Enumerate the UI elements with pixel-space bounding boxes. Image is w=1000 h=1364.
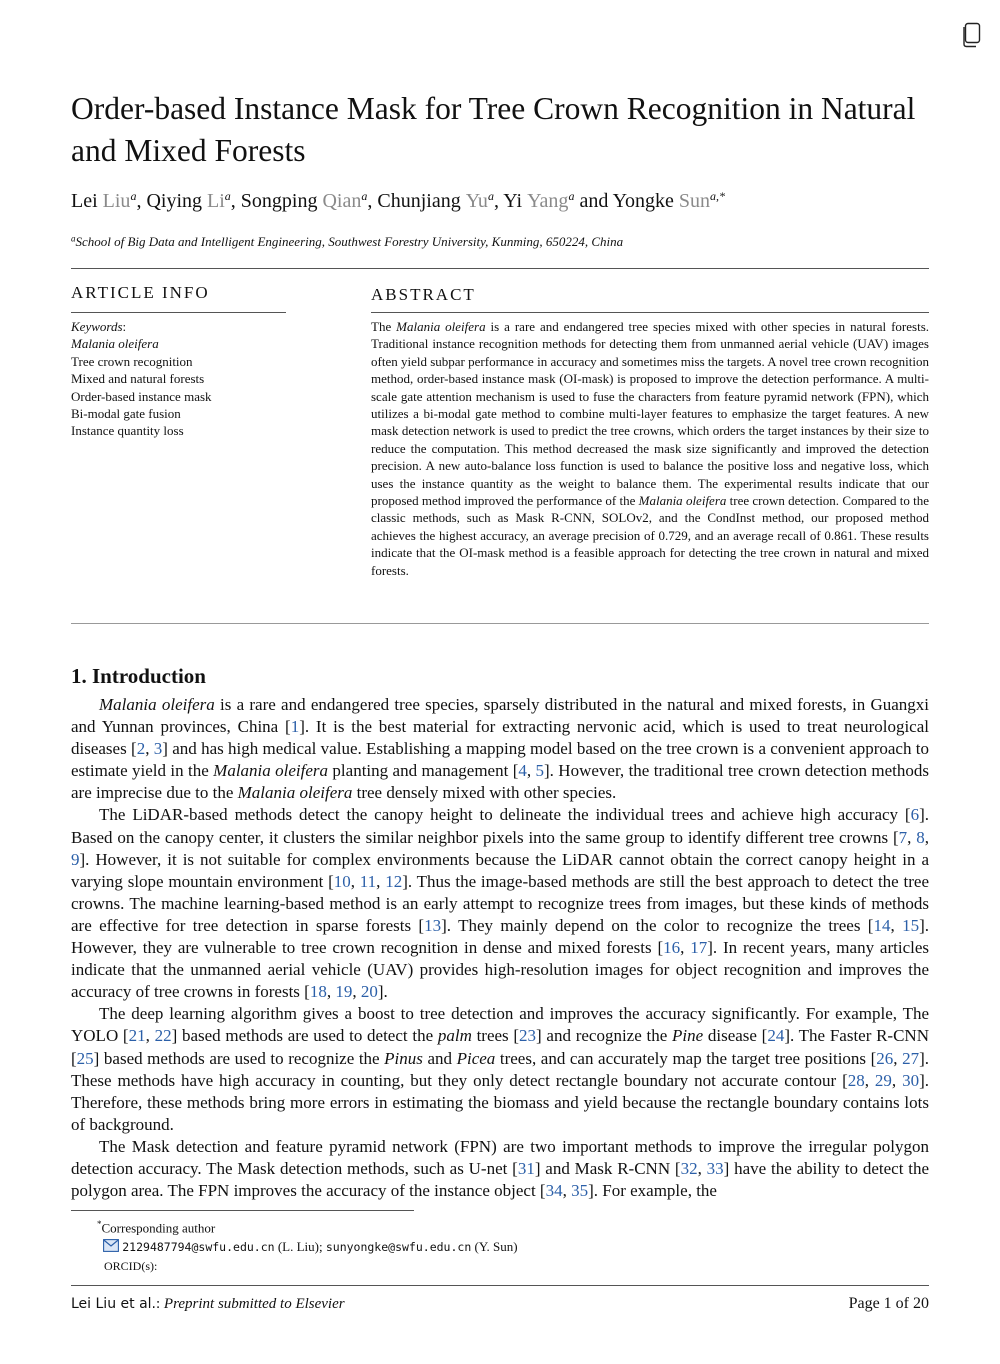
keyword-item: Order-based instance mask [71, 388, 212, 404]
intro-text: , [352, 982, 361, 1002]
intro-paragraph [71, 804, 929, 1003]
intro-text: trees [ [471, 1026, 520, 1046]
intro-paragraph [71, 1136, 929, 1202]
email-sun-name: (Y. Sun) [471, 1239, 518, 1255]
intro-text: ]. [377, 982, 388, 1002]
italic-term: Malania oleifera [237, 783, 353, 803]
citation-link[interactable]: 4 [518, 761, 527, 781]
intro-text: , [864, 1070, 875, 1090]
intro-text: ]. Thus the image-based methods are still the best approach to detect the tree crowns. The machine learning-based method is an early attempt to recognize trees from images, but these kinds of methods are effective for tree detection in sparse forests [ [71, 871, 929, 935]
author-surname: Yu [465, 190, 488, 212]
author-given: Lei [71, 190, 98, 212]
italic-term: palm [437, 1026, 472, 1046]
introduction-body [71, 694, 929, 1202]
citation-link[interactable]: 23 [519, 1026, 537, 1046]
introduction-heading: 1. Introduction [71, 664, 206, 688]
author-given: Yi [503, 190, 523, 212]
keyword-item: Mixed and natural forests [71, 371, 205, 387]
intro-text: ] based methods are used to detect the [171, 1026, 438, 1046]
intro-text: ] based methods are used to recognize the [93, 1048, 385, 1068]
italic-term: Malania oleifera [213, 761, 329, 781]
email-liu-name: (L. Liu); [274, 1239, 326, 1255]
author-affiliation-mark: a [361, 188, 368, 203]
intro-text: ]. Therefore, these methods bring more errors in estimating the biomass and yield because the rectangle boundary contains lots of background. [71, 1070, 930, 1134]
affiliation-text: School of Big Data and Intelligent Engineering, Southwest Forestry University, Kunming, 650224, China [75, 234, 624, 249]
footer-note: Preprint submitted to Elsevier [163, 1296, 345, 1312]
footer-colon: : [156, 1296, 164, 1312]
intro-text: and [422, 1048, 457, 1068]
intro-text: ] and recognize the [536, 1026, 672, 1046]
keywords-colon: : [122, 319, 127, 334]
abstract-segment: The [371, 319, 397, 334]
intro-text: ]. For example, the [588, 1181, 717, 1201]
article-info-heading: ARTICLE INFO [71, 283, 210, 302]
keywords-label: Keywords [71, 319, 123, 334]
page-number: Page 1 of 20 [848, 1295, 929, 1312]
footer-authors: Lei Liu et al. [71, 1296, 156, 1312]
author-separator: , [230, 190, 241, 212]
abstract-bottom-rule [71, 623, 929, 624]
citation-link[interactable]: 16 [663, 938, 681, 958]
intro-text: , [680, 938, 691, 958]
abstract-heading: ABSTRACT [371, 285, 476, 304]
citation-link[interactable]: 28 [847, 1070, 865, 1090]
citation-link[interactable]: 32 [680, 1158, 698, 1178]
intro-text: The Mask detection and feature pyramid network (FPN) are two important methods to improve the irregular polygon detection accuracy. The Mask detection methods, such as U-net [ [71, 1136, 929, 1178]
author [241, 190, 368, 212]
author-surname: Sun [678, 190, 711, 212]
abstract-segment: tree crown detection. Compared to the classic methods, such as Mask R-CNN, SOLOv2, and the CondInst method, our proposed method achieves the highest accuracy, an average precision of 0.729, and an average recall of 0.861. These results indicate that the OI-mask method is a feasible approach for detecting the tree crown in natural and mixed forests. [371, 493, 930, 578]
citation-link[interactable]: 15 [902, 915, 920, 935]
author [377, 190, 494, 212]
intro-text: disease [ [703, 1026, 768, 1046]
citation-link[interactable]: 22 [154, 1026, 172, 1046]
affiliation-marker: a [71, 233, 76, 244]
intro-text: The LiDAR-based methods detect the canopy height to delineate the individual trees and achieve high accuracy [ [99, 805, 911, 825]
author-affiliation-mark: a [487, 188, 494, 203]
intro-text: , [890, 915, 903, 935]
intro-text: ]. However, it is not suitable for complex environments because the LiDAR cannot obtain the correct canopy height in a varying slope mountain environment [ [71, 849, 929, 891]
citation-link[interactable]: 19 [335, 982, 353, 1002]
intro-text: ]. Based on the canopy center, it clusters the similar neighbor pixels into the same group to identify different tree crowns [ [71, 805, 929, 847]
citation-link[interactable]: 35 [571, 1181, 589, 1201]
citation-link[interactable]: 18 [309, 982, 327, 1002]
intro-text: , [924, 827, 930, 847]
intro-text: trees, and can accurately map the target tree positions [ [495, 1048, 877, 1068]
intro-text: ]. However, they are vulnerable to tree crown recognition in dense and mixed forests [ [71, 915, 929, 958]
footnote-rule [71, 1210, 414, 1211]
citation-link[interactable]: 6 [910, 805, 920, 825]
intro-text: ]. It is the best material for extracting nervonic acid, which is used to treat neurological diseases [ [71, 717, 929, 759]
intro-text: is a rare and endangered tree species, sparsely distributed in the natural and mixed forests, in Guangxi and Yunnan provinces, China [ [71, 695, 929, 737]
author-surname: Liu [102, 190, 131, 212]
citation-link[interactable]: 24 [767, 1026, 785, 1046]
species-name: Malania oleifera [396, 319, 486, 334]
author-list [71, 187, 951, 215]
intro-text: ]. In recent years, many articles indicate that the unmanned aerial vehicle (UAV) provides high-resolution images for object recognition and improves the accuracy of tree crowns in forests [ [71, 938, 930, 1002]
citation-link[interactable]: 5 [535, 761, 545, 781]
author [71, 190, 136, 212]
intro-paragraph [71, 1003, 929, 1136]
citation-link[interactable]: 21 [128, 1026, 146, 1046]
author [613, 190, 725, 212]
species-name: Malania oleifera [638, 493, 727, 509]
keyword-item: Tree crown recognition [71, 353, 193, 369]
author-surname: Yang [527, 190, 569, 212]
keywords-list [71, 335, 361, 439]
citation-link[interactable]: 13 [424, 915, 442, 935]
citation-link[interactable]: 30 [902, 1070, 920, 1090]
author-given: Chunjiang [377, 190, 461, 212]
intro-text: , [562, 1181, 572, 1201]
intro-text: , [326, 982, 336, 1002]
intro-text: , [907, 827, 917, 847]
author-affiliation-mark: a [224, 188, 231, 203]
intro-text: ]. These methods have high accuracy in counting, but they only detect rectangle boundary not accurate contour [ [71, 1048, 930, 1090]
author [503, 190, 574, 212]
author [146, 190, 230, 212]
page-copy-icon [961, 22, 981, 48]
intro-paragraph [71, 694, 929, 804]
corresponding-author: Corresponding author [101, 1220, 216, 1236]
keyword-item: Instance quantity loss [71, 423, 184, 439]
citation-link[interactable]: 14 [873, 915, 891, 935]
keywords-label-row [71, 318, 361, 335]
author-separator: , [493, 190, 504, 212]
email-sun[interactable]: sunyongke@swfu.edu.cn [325, 1240, 472, 1255]
keyword-item: Bi-modal gate fusion [71, 406, 181, 422]
author-given: Yongke [612, 190, 674, 212]
footer-citation [71, 1294, 345, 1314]
footer-rule [71, 1285, 929, 1286]
citation-link[interactable]: 12 [385, 871, 403, 891]
intro-text: , [145, 1026, 155, 1046]
author-separator: and [574, 190, 613, 212]
citation-link[interactable]: 7 [898, 827, 908, 847]
header-rule [71, 268, 929, 269]
author-separator: , [367, 190, 378, 212]
citation-link[interactable]: 3 [153, 739, 163, 759]
orcid-row [71, 1257, 671, 1276]
citation-link[interactable]: 31 [517, 1158, 535, 1178]
intro-text: , [891, 1070, 903, 1090]
intro-text: ] and Mask R-CNN [ [534, 1158, 681, 1178]
intro-text: ] and has high medical value. Establishing a mapping model based on the tree crown is a convenient approach to estimate yield in the [71, 739, 930, 781]
abstract-segment: is a rare and endangered tree species mixed with other species in natural forests. Traditional instance recognition methods for detecting them from unmanned aerial vehicle (UAV) images often yield subpar performance in accuracy and sometimes miss the targets. A novel tree crown recognition method, order-based instance mask (OI-mask) is proposed to improve the detection performance. A multi-scale gate attention mechanism is used to fuse the characters from feature pyramid network (FPN), which utilizes a bi-modal gate method to combine multi-layer features to emphasize the target features. A new mask detection network is used to predict the tree crowns, which orders the target instances by their size to reduce the computation. This method decreased the mask size significantly and improved the detection precision. A new auto-balance loss function is used to balance the positive loss and negative loss, which uses the instance quantity as the weight to balance them. The experimental results indicate that our proposed method improved the performance of the [371, 319, 929, 509]
citation-link[interactable]: 10 [333, 871, 351, 891]
email-row [71, 1237, 671, 1257]
keywords-block [71, 318, 361, 440]
citation-link[interactable]: 26 [876, 1048, 894, 1068]
citation-link[interactable]: 11 [359, 871, 377, 891]
italic-term: Malania oleifera [99, 695, 215, 714]
article-info-rule [71, 312, 286, 313]
intro-text: planting and management [ [328, 761, 519, 781]
author-affiliation-mark: a [130, 188, 137, 203]
footnote [71, 1215, 671, 1276]
abstract-text [371, 318, 929, 579]
citation-link[interactable]: 20 [360, 982, 378, 1002]
paper-title: Order-based Instance Mask for Tree Crown Recognition in Natural and Mixed Forests [71, 91, 916, 168]
citation-link[interactable]: 17 [690, 938, 708, 958]
email-liu[interactable]: 2129487794@swfu.edu.cn [122, 1240, 275, 1255]
intro-text: ]. The Faster R-CNN [ [71, 1026, 929, 1068]
intro-text: ] have the ability to detect the polygon area. The FPN improves the accuracy of the instance object [ [71, 1158, 929, 1201]
abstract-rule [371, 312, 929, 313]
citation-link[interactable]: 25 [76, 1048, 94, 1068]
intro-text: tree densely mixed with other species. [352, 783, 617, 803]
intro-text: , [893, 1048, 903, 1068]
orcid-label: ORCID(s): [104, 1259, 158, 1274]
corresponding-mark: * [97, 1219, 102, 1229]
italic-term: Pinus [384, 1048, 423, 1068]
author-surname: Li [207, 190, 225, 212]
author-affiliation-mark: a,* [710, 188, 726, 203]
affiliation [71, 233, 623, 251]
citation-link[interactable]: 29 [874, 1070, 892, 1090]
corresponding-author-row [71, 1215, 671, 1237]
citation-link[interactable]: 34 [545, 1181, 563, 1201]
intro-text: , [697, 1158, 707, 1178]
intro-text: ]. However, the traditional tree crown detection methods are imprecise due to the [71, 761, 930, 803]
author-affiliation-mark: a [568, 188, 575, 203]
intro-text: , [350, 871, 360, 891]
author-given: Songping [240, 190, 318, 212]
citation-link[interactable]: 27 [902, 1048, 920, 1068]
intro-text: ]. They mainly depend on the color to recognize the trees [ [441, 915, 874, 935]
citation-link[interactable]: 8 [916, 827, 925, 847]
citation-link[interactable]: 2 [136, 739, 146, 759]
intro-text: , [376, 871, 386, 891]
author-surname: Qian [322, 190, 362, 212]
intro-text: , [145, 739, 154, 759]
italic-term: Picea [456, 1048, 496, 1068]
intro-text: , [526, 761, 536, 781]
author-separator: , [136, 190, 147, 212]
intro-text: The deep learning algorithm gives a boost to tree detection and improves the accuracy significantly. For example, The YOLO [ [71, 1004, 929, 1046]
italic-term: Pine [671, 1026, 704, 1046]
citation-link[interactable]: 1 [290, 717, 300, 737]
author-given: Qiying [146, 190, 202, 212]
envelope-icon [103, 1239, 119, 1252]
citation-link[interactable]: 9 [71, 849, 80, 869]
citation-link[interactable]: 33 [706, 1158, 724, 1178]
keyword-item: Malania oleifera [71, 336, 159, 352]
